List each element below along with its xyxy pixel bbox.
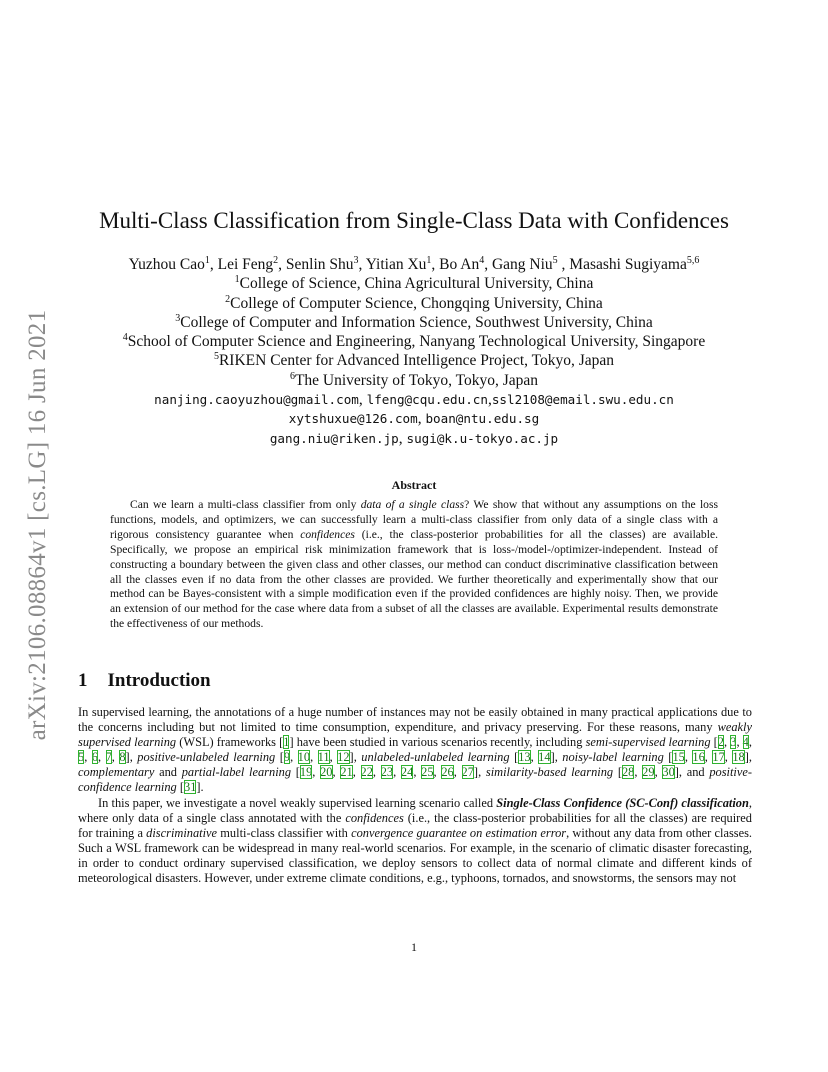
text-span: , without any data from other classes. Such a WSL framework can be widespread in many real-world scenarios. For example, in the scenario of climatic disaster forecasting, in order to conduct ordinary supervised classification, we deploy sensors to collect data of normal climate and different kinds of meteorological disasters. However, under extreme climate conditions, e.g., typhoons, tornados, and snowstorms, the sensors may not: [78, 825, 753, 886]
arxiv-identifier: arXiv:2106.08864v1 [cs.LG] 16 Jun 2021: [24, 309, 51, 741]
affiliation-text: RIKEN Center for Advanced Intelligence Project, Tokyo, Japan: [218, 352, 615, 370]
text-span: In this paper, we investigate a novel weakly supervised learning scenario called: [98, 795, 497, 810]
email-link[interactable]: xytshuxue@126.com: [288, 411, 418, 427]
citation-link[interactable]: 27: [461, 765, 474, 780]
email-line: nanjing.caoyuzhou@gmail.com, lfeng@cqu.edu.cn,ssl2108@email.swu.edu.cn: [154, 391, 674, 409]
paragraph: [78, 796, 752, 887]
citation-link[interactable]: 15: [672, 750, 685, 765]
section-title: Introduction: [107, 670, 211, 691]
affiliation-number: 2: [225, 293, 231, 305]
text-span: have been studied in various scenarios recently, including: [293, 735, 586, 750]
author-name: Gang Niu: [491, 256, 553, 273]
affiliation-number: 3: [175, 312, 181, 324]
author-name: Bo An: [439, 256, 480, 273]
abstract-span: (i.e., the class-posterior probabilities for all the classes) are available. Specifically, we propose an empirical risk minimization framework that is loss-/model-/optimizer-independent. Instead of constructing a boundary between the given class and other classes, our method can conduct discriminative classification between all the classes even if no data from the other classes are provided. We further theoretically and experimentally show that our method can be Bayes-consistent with a simple modification even if the provided confidences are highly noisy. Then, we provide an extension of our method for the case where data from a subset of all the classes are available. Experimental results demonstrate the effectiveness of our methods.: [110, 527, 718, 631]
email-link[interactable]: ssl2108@email.swu.edu.cn: [491, 392, 674, 408]
text-span: ,: [554, 750, 563, 765]
citation-link[interactable]: 25: [421, 765, 434, 780]
text-span: and: [154, 765, 182, 780]
text-span: ,: [478, 765, 486, 780]
section-number: 1: [78, 670, 88, 691]
abstract-span: ? We show that without any assumptions on the loss functions, models, and optimizers, we can successfully learn a multi-class classifier from only data of a single class with a rigorous consistency guarantee when: [110, 498, 718, 541]
citation-group: [31]: [179, 780, 201, 795]
author-affiliation-mark: 3: [353, 254, 359, 266]
emphasis: weakly supervised learning: [78, 720, 752, 750]
emphasis: convergence guarantee on estimation error: [351, 825, 567, 840]
citation-link[interactable]: 30: [662, 765, 675, 780]
text-span: , and: [678, 765, 710, 780]
introduction-body: [78, 705, 752, 886]
citation-link[interactable]: 26: [441, 765, 454, 780]
citation-link[interactable]: 8: [119, 750, 126, 765]
text-span: , where only data of a single class annotated with the: [78, 795, 752, 825]
citation-group: [19, 20, 21, 22, 23, 24, 25, 26, 27]: [295, 765, 479, 780]
email-link[interactable]: nanjing.caoyuzhou@gmail.com: [154, 392, 359, 408]
author-affiliation-mark: 1: [426, 254, 432, 266]
abstract-text: [110, 498, 718, 632]
citation-link[interactable]: 3: [730, 735, 737, 750]
affiliation-number: 6: [289, 370, 295, 382]
citation-link[interactable]: 19: [299, 765, 313, 780]
citation-link[interactable]: 1: [283, 735, 290, 750]
citation-link[interactable]: 12: [337, 750, 350, 765]
affiliation-number: 1: [234, 274, 240, 286]
author-block: [60, 255, 768, 448]
text-span: ,: [129, 750, 138, 765]
affiliation: [60, 332, 768, 351]
text-span: In supervised learning, the annotations of a huge number of instances may not be easily obtained in many practical applications due to the concerns including but not limited to time consumption, expenditure, and privacy preserving. For these reasons, many: [78, 705, 752, 735]
emphasis: unlabeled-unlabeled learning: [361, 750, 510, 765]
text-span: .: [200, 780, 204, 795]
emphasis: complementary: [78, 765, 155, 780]
abstract-emphasis: data of a single class: [360, 498, 465, 511]
citation-link[interactable]: 28: [621, 765, 635, 780]
citation-link[interactable]: 17: [712, 750, 725, 765]
author-name: Lei Feng: [217, 256, 274, 273]
citation-link[interactable]: 6: [91, 750, 98, 765]
citation-group: [28, 29, 30]: [617, 765, 679, 780]
citation-link[interactable]: 29: [642, 765, 655, 780]
affiliation: [60, 351, 768, 370]
text-span: ,: [353, 750, 362, 765]
emphasis: noisy-label learning: [562, 750, 664, 765]
author-name: Masashi Sugiyama: [569, 256, 687, 273]
abstract-emphasis: confidences: [300, 527, 355, 541]
email-link[interactable]: boan@ntu.edu.sg: [425, 411, 540, 427]
author-affiliation-mark: 5,6: [686, 254, 700, 266]
emphasis: confidences: [345, 810, 404, 825]
affiliation-text: College of Science, China Agricultural University, China: [239, 275, 594, 293]
citation-group: [9, 10, 11, 12]: [279, 750, 354, 765]
affiliation: [60, 274, 768, 293]
author-affiliation-mark: 2: [273, 254, 279, 266]
emphasis: positive-confidence learning: [78, 765, 752, 795]
abstract-span: Can we learn a multi-class classifier from only: [130, 498, 361, 511]
author-affiliation-mark: 4: [479, 254, 485, 266]
email-line: gang.niu@riken.jp, sugi@k.u-tokyo.ac.jp: [269, 429, 559, 447]
citation-link[interactable]: 2: [717, 735, 724, 750]
text-span: (i.e., the class-posterior probabilities for all the classes) are required for training a: [78, 810, 752, 840]
citation-link[interactable]: 18: [732, 750, 745, 765]
citation-link[interactable]: 16: [692, 750, 705, 765]
citation-link[interactable]: 14: [538, 750, 551, 765]
citation-link[interactable]: 31: [184, 780, 197, 795]
affiliation-text: College of Computer Science, Chongqing University, China: [230, 294, 603, 312]
citation-link[interactable]: 20: [320, 765, 333, 780]
affiliation: [60, 371, 768, 390]
author-affiliation-mark: 1: [204, 254, 210, 266]
emphasis: positive-unlabeled learning: [137, 750, 276, 765]
citation-link[interactable]: 4: [742, 735, 749, 750]
affiliation-number: 5: [213, 351, 219, 363]
citation-group: [1]: [279, 735, 294, 750]
emphasis: similarity-based learning: [485, 765, 614, 780]
paper-title: Multi-Class Classification from Single-Class Data with Confidences: [99, 208, 729, 233]
emphasis: discriminative: [146, 825, 218, 840]
email-line: xytshuxue@126.com, boan@ntu.edu.sg: [288, 410, 540, 428]
abstract-heading: Abstract: [391, 478, 437, 492]
bold-emphasis: Single-Class Confidence (SC-Conf) classification: [496, 795, 749, 810]
citation-link[interactable]: 5: [78, 750, 85, 765]
citation-link[interactable]: 22: [360, 765, 373, 780]
paragraph: [78, 705, 752, 796]
citation-group: [15, 16, 17, 18]: [668, 750, 749, 765]
citation-link[interactable]: 23: [380, 765, 394, 780]
author-name: Yuzhou Cao: [128, 256, 205, 273]
author-name: Yitian Xu: [365, 256, 427, 273]
affiliation-text: The University of Tokyo, Tokyo, Japan: [294, 371, 539, 389]
citation-link[interactable]: 24: [400, 765, 414, 780]
affiliation-number: 4: [122, 332, 128, 344]
citation-link[interactable]: 21: [340, 765, 353, 780]
page-number: 1: [411, 940, 417, 954]
affiliation-text: College of Computer and Information Science, Southwest University, China: [180, 313, 653, 331]
author-names: Yuzhou Cao$^1$, Lei Feng$^2$, Senlin Shu$^3$, Yitian Xu$^1$, Bo An$^4$, Gang Niu$^5$ , Masashi Sugiyama$^{5,6}$: [128, 254, 700, 273]
citation-group: [13, 14]: [514, 750, 555, 765]
section-heading: [78, 670, 211, 692]
emphasis: semi-supervised learning: [585, 735, 711, 750]
text-span: multi-class classifier with: [217, 825, 352, 840]
citation-link[interactable]: 13: [518, 750, 531, 765]
affiliation: [60, 313, 768, 332]
citation-link[interactable]: 10: [297, 750, 311, 765]
author-affiliation-mark: 5: [552, 254, 558, 266]
email-link[interactable]: lfeng@cqu.edu.cn: [366, 392, 488, 408]
citation-link[interactable]: 7: [105, 750, 112, 765]
affiliation: [60, 294, 768, 313]
email-link[interactable]: sugi@k.u-tokyo.ac.jp: [406, 430, 559, 446]
text-span: ,: [748, 750, 752, 765]
email-link[interactable]: gang.niu@riken.jp: [269, 430, 399, 446]
author-name: Senlin Shu: [285, 256, 354, 273]
citation-group: [2, 3, 4, 5, 6, 7, 8]: [78, 735, 752, 765]
citation-link[interactable]: 9: [283, 750, 291, 765]
emphasis: partial-label learning: [181, 765, 292, 780]
text-span: (WSL) frameworks: [176, 735, 280, 750]
affiliation-text: School of Computer Science and Engineering, Nanyang Technological University, Singapore: [127, 333, 706, 351]
arxiv-sidebar: [18, 290, 58, 760]
citation-link[interactable]: 11: [317, 750, 330, 765]
